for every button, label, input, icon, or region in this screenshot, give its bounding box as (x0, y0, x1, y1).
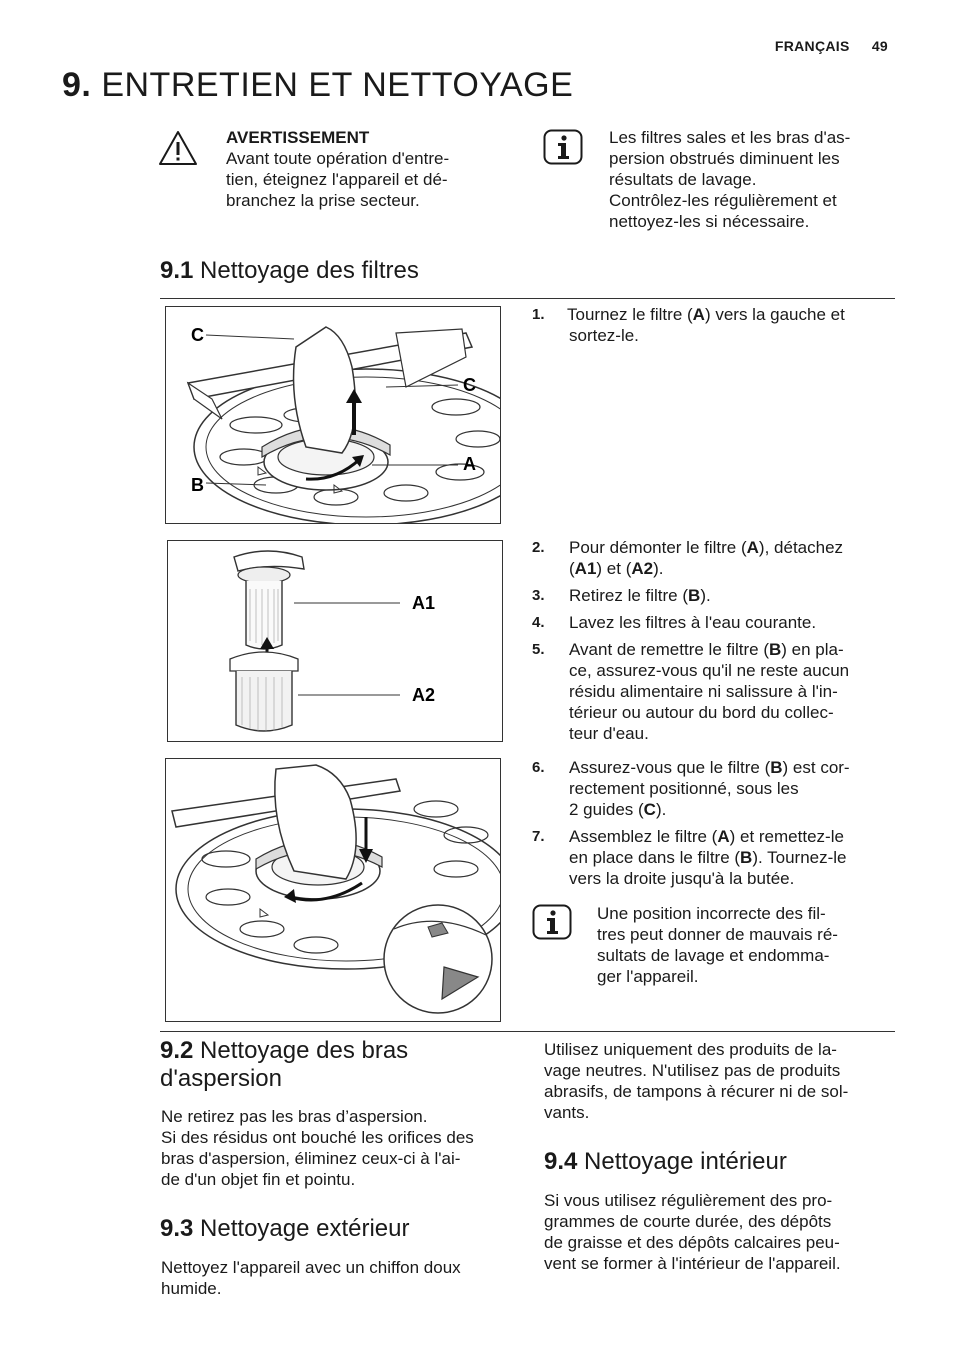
page-title (62, 66, 573, 105)
chapter-title: ENTRETIEN ET NETTOYAGE (101, 66, 574, 104)
warning-title: AVERTISSEMENT (226, 128, 370, 147)
info-icon (543, 129, 583, 165)
warning-text: Avant toute opération d'entre- tien, éteignez l'appareil et dé- branchez la prise secteur. (226, 149, 450, 210)
section-text-9-3: Nettoyez l'appareil avec un chiffon doux humide. (161, 1258, 461, 1298)
warning-icon (158, 130, 198, 166)
steps-1 (532, 304, 890, 352)
figure-filter-reassembly (165, 758, 501, 1022)
step-list (532, 537, 894, 744)
chapter-number: 9. (62, 66, 92, 104)
figure-filter-disassembly (167, 540, 503, 742)
figure-label-a: A (463, 454, 476, 474)
step-list (532, 304, 890, 346)
figure-label-c: C (463, 375, 476, 395)
warning-block (226, 127, 516, 211)
divider (160, 298, 895, 299)
list-item: 4. Lavez les filtres à l'eau courante. (532, 613, 817, 632)
info-text-top: Les filtres sales et les bras d'as- persion obstrués diminuent les résultats de lavage. Contrôlez-les régulièrement et nettoyez-les si nécessaire. (609, 128, 851, 231)
list-item: 1. Tournez le filtre (A) vers la gauche et sortez-le. (532, 305, 845, 345)
section-heading-9-4: 9.4 Nettoyage intérieur (544, 1148, 787, 1175)
section-heading-9-2: 9.2 Nettoyage des bras d'aspersion (160, 1037, 409, 1092)
list-item: 6. Assurez-vous que le filtre (B) est cor- rectement positionné, sous les 2 guides (C). (532, 758, 850, 819)
page-number: 49 (871, 38, 888, 54)
section-label: FRANÇAIS (774, 38, 850, 54)
steps-6-7 (532, 757, 894, 895)
section-text-9-4: Si vous utilisez régulièrement des pro- grammes de courte durée, des dépôts de graisse et des dépôts calcaires peu- vent se former à l'intérieur de l'appareil. (544, 1191, 841, 1273)
page-header (757, 38, 888, 54)
steps-2-5 (532, 537, 894, 750)
divider (160, 1031, 895, 1032)
list-item: 2. Pour démonter le filtre (A), détachez (A1) et (A2). (532, 538, 844, 578)
section-heading-9-1: 9.1 Nettoyage des filtres (160, 257, 419, 284)
figure-label-b: B (191, 475, 204, 495)
list-item: 3. Retirez le filtre (B). (532, 586, 711, 605)
section-heading-9-3: 9.3 Nettoyage extérieur (160, 1215, 410, 1242)
detergent-text: Utilisez uniquement des produits de la- vage neutres. N'utilisez pas de produits abrasifs, de tampons à récurer ni de sol- vants. (544, 1040, 849, 1122)
figure-label-a2: A2 (412, 685, 436, 705)
section-text-9-2: Ne retirez pas les bras d’aspersion. Si des résidus ont bouché les orifices des bras d'aspersion, éliminez ceux-ci à l'ai- de d'un objet fin et pointu. (161, 1107, 474, 1189)
info-icon (532, 904, 572, 940)
list-item: 7. Assemblez le filtre (A) et remettez-le en place dans le filtre (B). Tournez-le vers la droite jusqu'à la butée. (532, 827, 847, 888)
list-item: 5. Avant de remettre le filtre (B) en pla- ce, assurez-vous qu'il ne reste aucun résidu alimentaire ni salissure à l'in- térieur ou autour du bord du collec- teur d'eau. (532, 640, 850, 743)
step-list (532, 757, 894, 889)
figure-label-a1: A1 (412, 593, 436, 613)
figure-filter-removal (165, 306, 501, 524)
info-text-filters: Une position incorrecte des fil- tres peut donner de mauvais ré- sultats de lavage et endomma- ger l'appareil. (597, 904, 838, 986)
figure-label-c: C (191, 325, 204, 345)
